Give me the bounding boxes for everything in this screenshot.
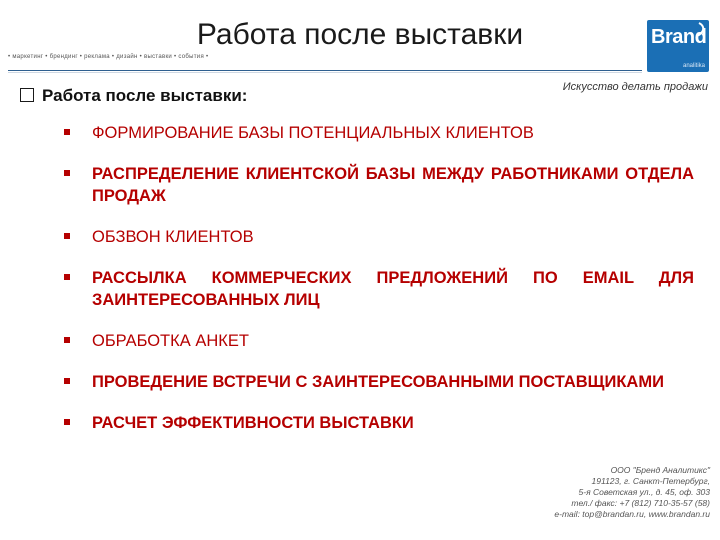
list-item [64, 163, 694, 207]
bullet-list [64, 122, 694, 453]
list-item-text: РАССЫЛКА КОММЕРЧЕСКИХ ПРЕДЛОЖЕНИЙ ПО EMAIL ДЛЯ ЗАИНТЕРЕСОВАННЫХ ЛИЦ [92, 269, 694, 309]
footer-line: тел./ факс: +7 (812) 710-35-57 (58) [571, 498, 710, 508]
footer-line: 191123, г. Санкт-Петербург, [591, 476, 710, 486]
square-bullet-icon [64, 233, 70, 239]
square-bullet-icon [64, 378, 70, 384]
slogan: Искусство делать продажи [562, 81, 708, 93]
list-item [64, 371, 694, 393]
footer-line: 5-я Советская ул., д. 45, оф. 303 [578, 487, 710, 497]
brand-logo [647, 20, 709, 72]
logo-sub: analitika [682, 63, 705, 69]
footer-line: ООО "Бренд Аналитикс" [610, 465, 710, 475]
section-heading [20, 86, 247, 106]
list-item-text: ФОРМИРОВАНИЕ БАЗЫ ПОТЕНЦИАЛЬНЫХ КЛИЕНТОВ [92, 124, 534, 142]
list-item [64, 226, 694, 248]
list-item [64, 330, 694, 352]
square-bullet-icon [64, 274, 70, 280]
list-item-text: РАСЧЕТ ЭФФЕКТИВНОСТИ ВЫСТАВКИ [92, 414, 414, 432]
square-bullet-icon [64, 337, 70, 343]
list-item-text: ОБРАБОТКА АНКЕТ [92, 332, 249, 350]
list-item [64, 122, 694, 144]
company-contacts [554, 465, 710, 520]
slide-title: Работа после выставки [196, 18, 524, 51]
header-divider-shadow [8, 72, 642, 73]
list-item [64, 267, 694, 311]
logo-name: Brand [651, 26, 707, 48]
list-item [64, 412, 694, 434]
square-bullet-icon [64, 129, 70, 135]
list-item-text: ОБЗВОН КЛИЕНТОВ [92, 228, 254, 246]
logo-swoosh-icon [695, 22, 707, 38]
list-item-text: ПРОВЕДЕНИЕ ВСТРЕЧИ С ЗАИНТЕРЕСОВАННЫМИ ПОСТАВЩИКАМИ [92, 373, 664, 391]
list-item-text: РАСПРЕДЕЛЕНИЕ КЛИЕНТСКОЙ БАЗЫ МЕЖДУ РАБОТНИКАМИ ОТДЕЛА ПРОДАЖ [92, 165, 694, 205]
section-heading-text: Работа после выставки: [42, 86, 248, 105]
square-bullet-icon [64, 419, 70, 425]
checkbox-bullet-icon [20, 88, 34, 102]
header-divider [8, 70, 642, 71]
footer-line: e-mail: top@brandan.ru, www.brandan.ru [554, 509, 710, 519]
square-bullet-icon [64, 170, 70, 176]
header-tagline: • маркетинг • брендинг • реклама • дизайн • выставки • события • [8, 54, 209, 60]
